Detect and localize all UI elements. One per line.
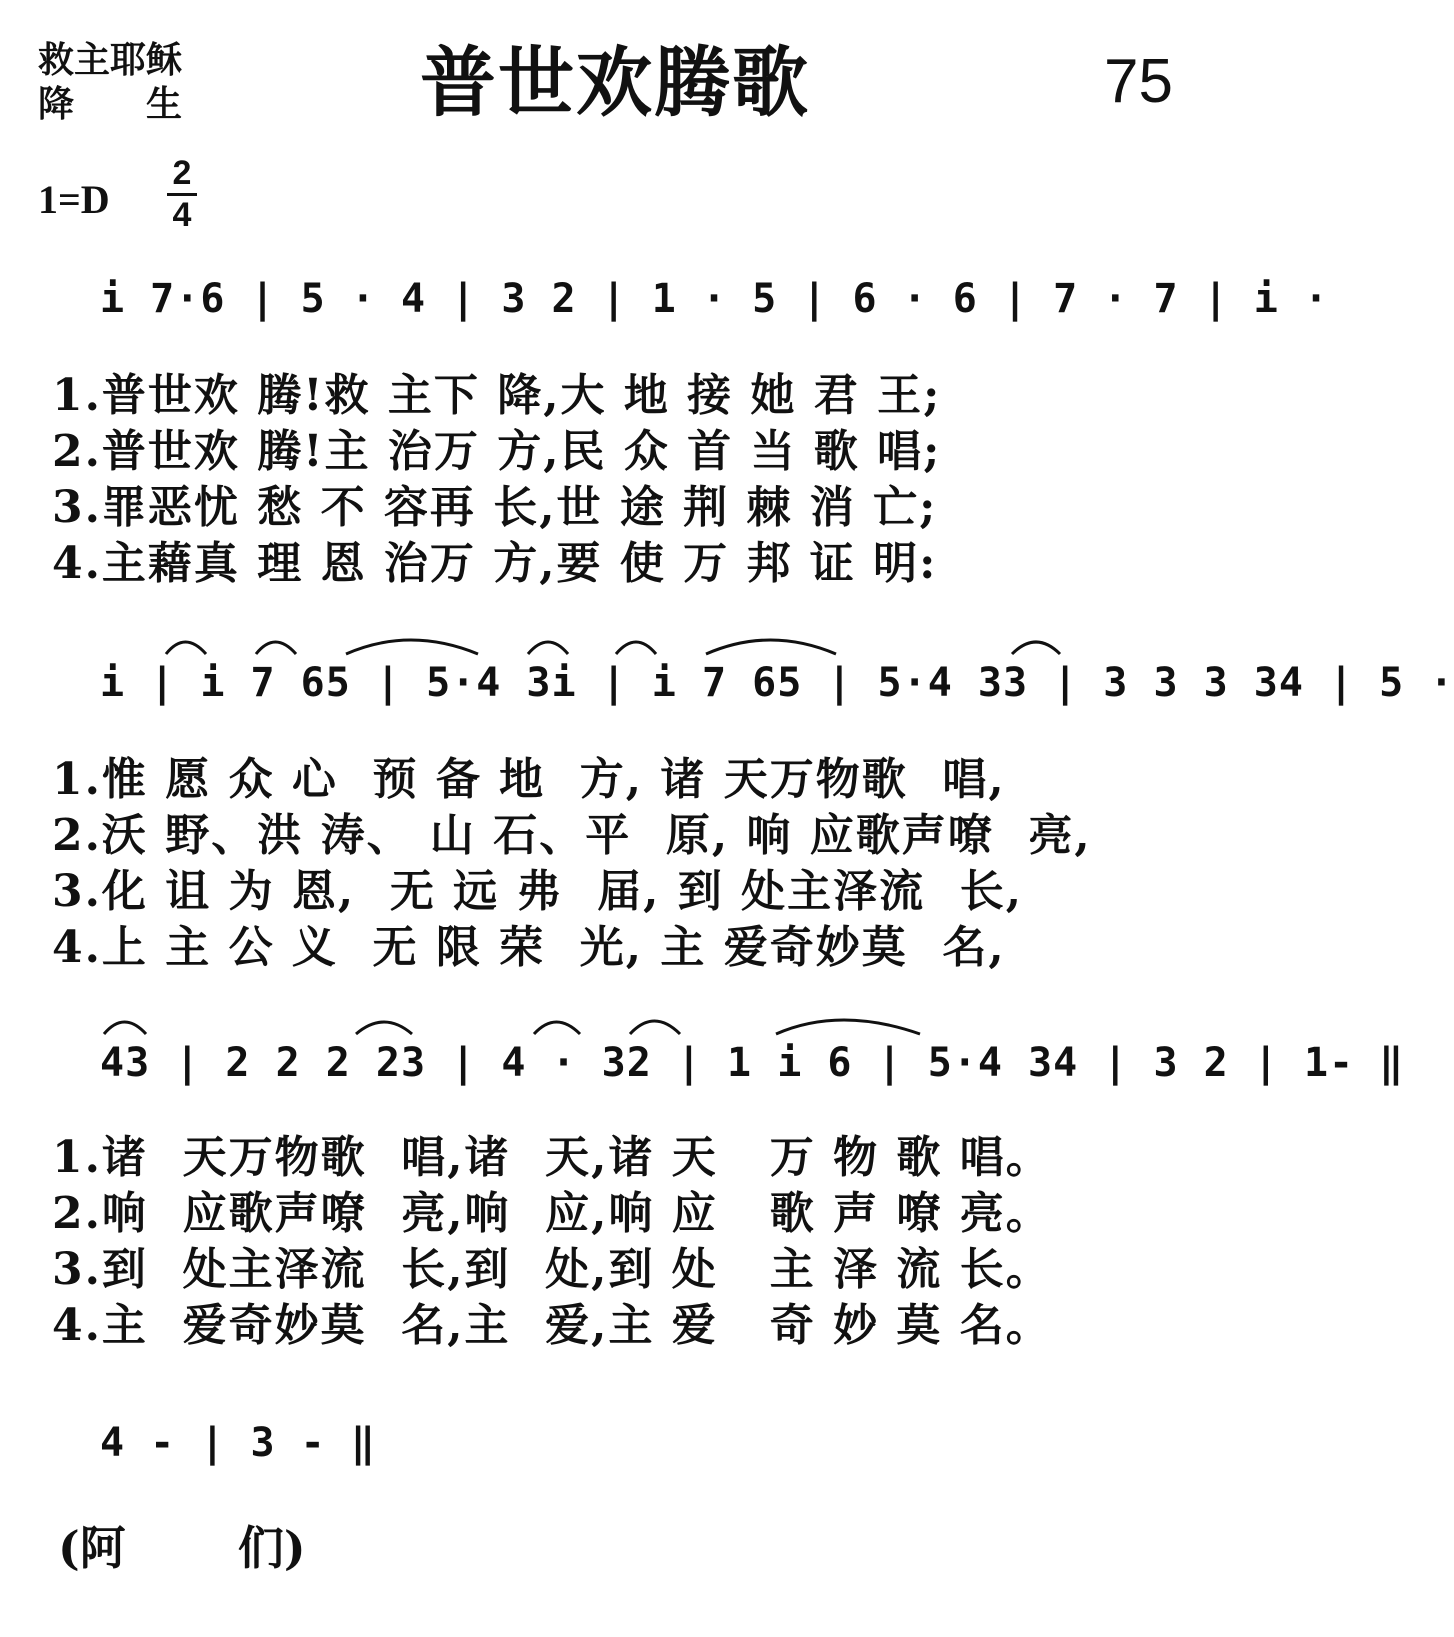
lyric-verse-1: 1.惟 愿 众 心 预 备 地 方, 诸 天万物歌 唱, [52,754,1006,805]
slur-mark [346,640,478,654]
slur-mark [776,1020,920,1034]
slur-mark [1012,642,1060,654]
lyric-verse-4: 4.主藉真 理 恩 治万 方,要 使 万 邦 证 明: [52,538,938,589]
lyric-verse-4: 4.上 主 公 义 无 限 荣 光, 主 爱奇妙莫 名, [52,922,1006,973]
slur-mark [630,1021,680,1034]
notation-line-3: 43 | 2 2 2 23 | 4 · 32 | 1 i 6 | 5·4 34 | 3 2 | 1- ‖ [100,1040,1405,1086]
lyric-verse-3: 3.化 诅 为 恩, 无 远 弗 届, 到 处主泽流 长, [52,866,1024,917]
slur-mark [256,642,296,654]
notation-line-4: 4 - | 3 - ‖ [100,1420,376,1466]
lyric-verse-2: 2.普世欢 腾!主 治万 方,民 众 首 当 歌 唱; [52,426,942,477]
slur-mark [104,1022,146,1034]
lyric-verse-4: 4.主 爱奇妙莫 名,主 爱,主 爱 奇 妙 莫 名。 [52,1300,1052,1351]
amen-lyric: (阿 们) [58,1521,306,1575]
key-signature: 1=D [38,177,110,222]
time-signature-top: 2 [172,154,192,192]
slur-mark [706,640,836,654]
lyric-verse-3: 3.到 处主泽流 长,到 处,到 处 主 泽 流 长。 [52,1244,1052,1295]
slur-mark [166,642,206,654]
slur-mark [528,642,568,654]
lyric-verse-2: 2.沃 野、洪 涛、 山 石、平 原, 响 应歌声嘹 亮, [52,810,1092,861]
slur-mark [534,1022,580,1034]
category-label-line2: 降 生 [38,84,183,125]
hymn-title: 普世欢腾歌 [420,38,810,127]
page-number: 75 [1104,47,1173,116]
lyric-verse-1: 1.普世欢 腾!救 主下 降,大 地 接 她 君 王; [52,370,942,421]
slur-mark [616,642,656,654]
lyric-verse-2: 2.响 应歌声嘹 亮,响 应,响 应 歌 声 嘹 亮。 [52,1188,1052,1239]
time-signature-bottom: 4 [172,196,192,234]
category-label-line1: 救主耶稣 [38,40,183,81]
lyric-verse-3: 3.罪恶忧 愁 不 容再 长,世 途 荆 棘 消 亡; [52,482,938,533]
lyric-verse-1: 1.诸 天万物歌 唱,诸 天,诸 天 万 物 歌 唱。 [52,1132,1052,1183]
slur-mark [356,1022,412,1034]
notation-line-1: i 7·6 | 5 · 4 | 3 2 | 1 · 5 | 6 · 6 | 7 · 7 | i · [100,276,1330,322]
notation-line-2: i | i 7 65 | 5·4 3i | i 7 65 | 5·4 33 | 3 3 3 34 | 5 · [100,660,1454,706]
